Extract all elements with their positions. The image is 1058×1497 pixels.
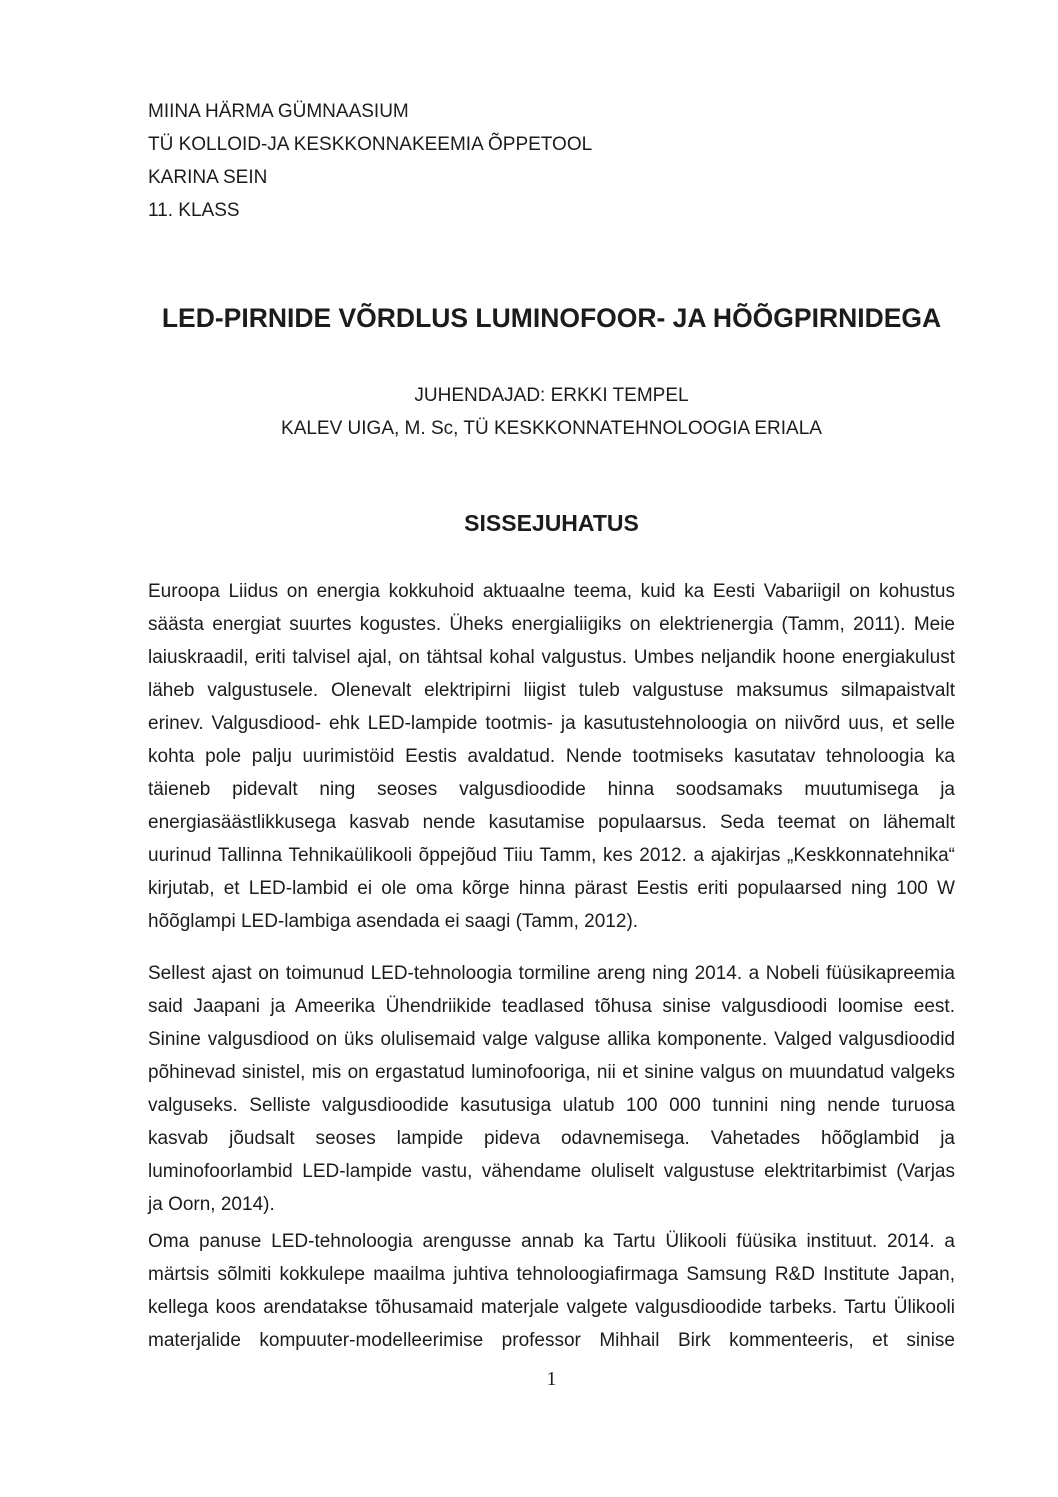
header-line: 11. KLASS bbox=[148, 200, 240, 221]
text-line: täieneb pidevalt ning seoses valgusdioodide hinna soodsamaks muutumisega ja bbox=[148, 779, 955, 800]
document-header bbox=[148, 95, 955, 227]
page-number: 1 bbox=[546, 1369, 557, 1390]
text-line: Sellest ajast on toimunud LED-tehnoloogia tormiline areng ning 2014. a Nobeli füüsikapreemia bbox=[148, 963, 955, 984]
text-line: valguseks. Selliste valgusdioodide kasutusiga ulatub 100 000 tunnini ning nende turuosa bbox=[148, 1095, 955, 1116]
text-line: laiuskraadil, eriti talvisel ajal, on tähtsal kohal valgustus. Umbes neljandik hoone energiakulust bbox=[148, 647, 955, 668]
text-line: erinev. Valgusdiood- ehk LED-lampide tootmis- ja kasutustehnoloogia on niivõrd uus, et selle bbox=[148, 713, 955, 734]
text-line: põhinevad sinistel, mis on ergastatud luminofooriga, nii et sinine valgus on muundatud valgeks bbox=[148, 1062, 955, 1083]
text-line: läheb valgustusele. Olenevalt elektripirni liigist tuleb valgustuse maksumus silmapaistvalt bbox=[148, 680, 955, 701]
supervisor-block bbox=[148, 379, 955, 445]
text-line: Sinine valgusdiood on üks olulisemaid valge valguse allika komponente. Valged valgusdioodid bbox=[148, 1029, 955, 1050]
text-line: kohta pole palju uurimistöid Eestis avaldatud. Nende tootmiseks kasutatav tehnoloogia ka bbox=[148, 746, 955, 767]
header-line: MIINA HÄRMA GÜMNAASIUM bbox=[148, 101, 409, 122]
header-line: KARINA SEIN bbox=[148, 167, 268, 188]
supervisor-line: KALEV UIGA, M. Sc, TÜ KESKKONNATEHNOLOOGIA ERIALA bbox=[281, 418, 822, 439]
document-body bbox=[148, 575, 955, 1357]
supervisor-line: JUHENDAJAD: ERKKI TEMPEL bbox=[414, 385, 689, 406]
text-line: säästa energiat suurtes kogustes. Üheks energialiigiks on elektrienergia (Tamm, 2011). Meie bbox=[148, 614, 955, 635]
paragraph bbox=[148, 575, 955, 938]
text-line: kellega koos arendatakse tõhusamaid materjale valgete valgusdioodide tarbeks. Tartu Ülikooli bbox=[148, 1297, 955, 1318]
text-line: hõõglampi LED-lambiga asendada ei saagi (Tamm, 2012). bbox=[148, 911, 639, 932]
paragraph bbox=[148, 1225, 955, 1357]
header-line: TÜ KOLLOID-JA KESKKONNAKEEMIA ÕPPETOOL bbox=[148, 134, 593, 155]
text-line: uurinud Tallinna Tehnikaülikooli õppejõud Tiiu Tamm, kes 2012. a ajakirjas „Keskkonnatehnika“ bbox=[148, 845, 955, 866]
text-line: ja Oorn, 2014). bbox=[148, 1194, 275, 1215]
text-line: said Jaapani ja Ameerika Ühendriikide teadlased tõhusa sinise valgusdioodi loomise eest. bbox=[148, 996, 955, 1017]
text-line: materjalide kompuuter-modelleerimise professor Mihhail Birk kommenteeris, et sinise bbox=[148, 1330, 955, 1351]
document-title: LED-PIRNIDE VÕRDLUS LUMINOFOOR- JA HÕÕGPIRNIDEGA bbox=[161, 303, 942, 333]
paragraph bbox=[148, 957, 955, 1221]
text-line: Euroopa Liidus on energia kokkuhoid aktuaalne teema, kuid ka Eesti Vabariigil on kohustus bbox=[148, 581, 955, 602]
text-line: kasvab jõudsalt seoses lampide pideva odavnemisega. Vahetades hõõglambid ja bbox=[148, 1128, 955, 1149]
text-line: märtsis sõlmiti kokkulepe maailma juhtiva tehnoloogiafirmaga Samsung R&D Institute Japan, bbox=[148, 1264, 955, 1285]
text-line: Oma panuse LED-tehnoloogia arengusse annab ka Tartu Ülikooli füüsika instituut. 2014. a bbox=[148, 1231, 955, 1252]
text-line: energiasäästlikkusega kasvab nende kasutamise populaarsus. Seda teemat on lähemalt bbox=[148, 812, 955, 833]
section-heading: SISSEJUHATUS bbox=[464, 510, 639, 536]
text-line: luminofoorlambid LED-lampide vastu, vähendame oluliselt valgustuse elektritarbimist (Varjas bbox=[148, 1161, 955, 1182]
text-line: kirjutab, et LED-lambid ei ole oma kõrge hinna pärast Eestis eriti populaarsed ning 100 W bbox=[148, 878, 955, 899]
